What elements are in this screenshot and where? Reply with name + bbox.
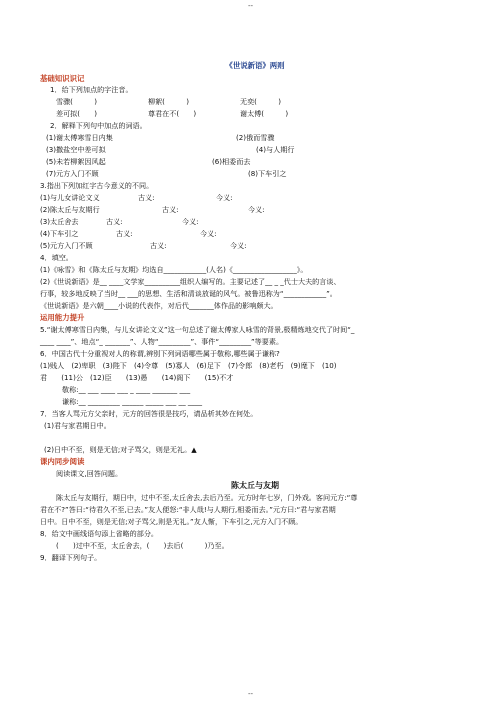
q4-part-2a: (2)《世说新语》是__ ____文学家__________组织人编写的。主要记述了__ _ _代士大夫的言谈、 (40, 277, 341, 286)
q2-item: (6)相委而去 (212, 157, 251, 166)
passage-line-1: 陈太丘与友期行，期日中，过中不至,太丘舍去,去后乃至。元方时年七岁，门外戏。客问元方:“尊 (56, 493, 358, 502)
q4-part-2c: 《世说新语》是六朝____小说的代表作，对后代_______体作品的影响颇大。 (40, 301, 278, 310)
q4-part-2b: 行事，较多地反映了当时__ ___的思想、生活和清谈放诞的风气。被鲁迅称为“____________”。 (40, 289, 337, 298)
q2-item: (1)谢太傅寒雪日内集 (46, 133, 113, 142)
q3-old: 古义: (162, 205, 179, 214)
passage-title: 陈太丘与友期 (231, 481, 279, 490)
q3-word: (1)与儿女讲论文义 (40, 193, 100, 202)
section-basic: 基础知识识记 (40, 74, 85, 83)
q2-item: (7)元方入门不顾 (46, 169, 99, 178)
page-title: 《世说新语》两则 (225, 61, 285, 70)
q3-new: 今义: (248, 205, 265, 214)
q3-new: 今义: (230, 241, 247, 250)
q4-part-1: (1)《咏雪》和《陈太丘与友期》均选自____________(人名)《__________________》。 (40, 265, 308, 274)
q3-new: 今义: (182, 217, 199, 226)
q1-item-2: 柳絮( ) (148, 97, 190, 106)
q3-word: (5)元方入门不顾 (40, 241, 93, 250)
q2-item: (2)俄而雪骤 (236, 133, 275, 142)
q3-old: 古义: (116, 229, 133, 238)
q1-item-6: 谢太傅( ) (240, 109, 289, 118)
q3-new: 今义: (200, 229, 217, 238)
header-mark: -- (248, 2, 254, 10)
q3-old: 古义: (138, 193, 155, 202)
question-4: 4．填空。 (40, 253, 73, 262)
footer-mark: -- (248, 690, 254, 698)
question-6: 6．中国古代十分重视对人的称谓,辨别下列词语哪些属于敬称,哪些属于谦称? (40, 349, 280, 358)
q6-humble-terms: 谦称:__ _________ ______ _____ ___ __ ____ (62, 397, 203, 406)
q3-word: (3)太丘舍去 (40, 217, 79, 226)
q6-list-b: 君 (11)公 (12)臣 (13)愚 (14)阁下 (15)不才 (40, 373, 234, 382)
q1-item-4: 差可拟( ) (56, 109, 98, 118)
reading-intro: 阅读课文,回答问题。 (56, 469, 123, 478)
q6-list-a: (1)贱人 (2)卑职 (3)陛下 (4)令尊 (5)寡人 (6)足下 (7)令郎 (8)老朽 (9)麾下 (10) (40, 361, 337, 370)
question-3: 3.指出下列加红字古今意义的不同。 (40, 181, 154, 190)
q1-item-3: 无奕( ) (240, 97, 282, 106)
q2-item: (3)撒盐空中差可拟 (46, 145, 106, 154)
question-1: 1．给下列加点的字注音。 (50, 85, 133, 94)
question-5a: 5.“谢太傅寒雪日内集，与儿女讲论文义”这一句总述了谢太傅家人咏雪的背景,极精炼地交代了时间“_ (40, 325, 355, 334)
q7-part-2: (2)日中不至，则是无信;对子骂父，则是无礼。▲ (44, 445, 197, 454)
q3-new: 今义: (216, 193, 233, 202)
q3-word: (4)下车引之 (40, 229, 79, 238)
question-7: 7．当客人骂元方父亲时，元方的回答很是技巧，请品析其妙在何处。 (40, 409, 258, 418)
q1-item-1: 雪骤( ) (56, 97, 98, 106)
section-ability: 运用能力提升 (40, 313, 85, 322)
q7-part-1: (1)君与家君期日中。 (44, 421, 111, 430)
passage-line-3: 日中。日中不至，则是无信;对子骂父,则是无礼。”友人惭，下车引之,元方入门不顾。 (40, 517, 303, 526)
q3-word: (2)陈太丘与友期行 (40, 205, 100, 214)
q2-item: (4)与人期行 (256, 145, 295, 154)
q2-item: (8)下车引之 (248, 169, 287, 178)
q6-respect-terms: 敬称:__ ___ ____ ___ _ ____ _______ ___ (62, 385, 191, 394)
section-reading: 课内同步阅读 (40, 457, 85, 466)
question-5b: ____ ____”、地点“_ _______”、人物“_________”、事件“_________”等要素。 (40, 337, 284, 346)
q8-fill: ( )过中不至，太丘舍去，( )去后( )乃至。 (56, 541, 229, 550)
q2-item: (5)未若柳絮因风起 (46, 157, 106, 166)
question-9: 9．翻译下列句子。 (40, 553, 102, 562)
question-8: 8．给文中画线语句添上省略的部分。 (40, 529, 159, 538)
question-2: 2．解释下列句中加点的词语。 (50, 121, 147, 130)
q1-item-5: 尊君在不( ) (148, 109, 197, 118)
q3-old: 古义: (106, 217, 123, 226)
passage-line-2: 君在不?”答曰:“待君久不至,已去。”友人便怒:“非人哉!与人期行,相委而去。”元方曰:“君与家君期 (40, 505, 336, 514)
q3-old: 古义: (150, 241, 167, 250)
